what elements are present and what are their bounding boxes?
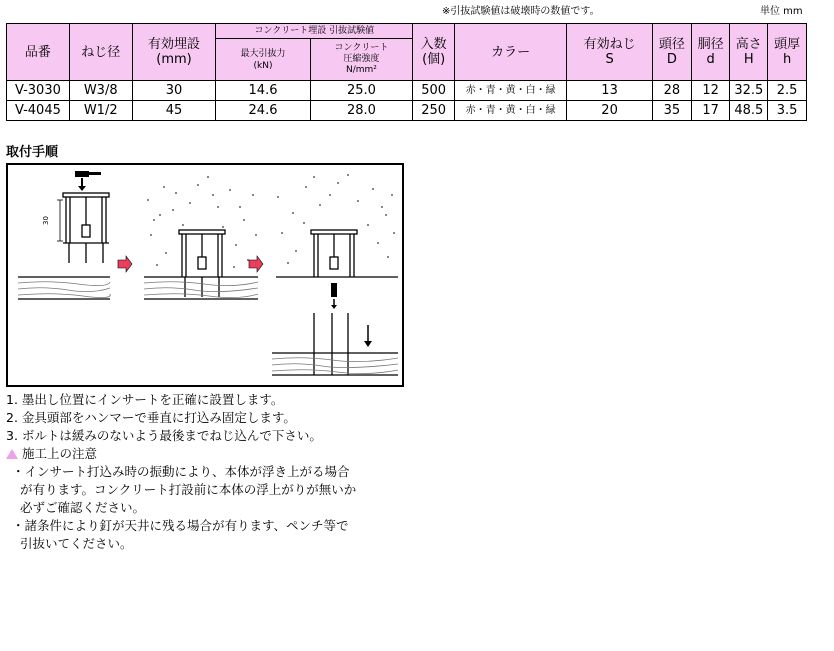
insert-icon (276, 230, 398, 277)
step2-illustration (144, 176, 263, 299)
step-arrow-icon (118, 256, 132, 272)
installation-diagram-svg (8, 165, 402, 385)
unit-label: 単位 mm (760, 6, 803, 17)
cell-embed-depth: 30 (132, 81, 216, 101)
spec-table (6, 23, 807, 121)
cell-concrete-strength: 25.0 (310, 81, 413, 101)
table-row (7, 81, 807, 101)
installation-procedure-title: 取付手順 (6, 145, 59, 160)
caution-line: 引抜いてください。 (20, 536, 133, 551)
cell-body-dia: 12 (691, 81, 730, 101)
header-part-no: 品番 (7, 24, 70, 81)
insert-icon (179, 230, 225, 297)
caution-line: が有ります。コンクリート打設前に本体の浮上がりが無いか (20, 482, 357, 497)
test-value-note: ※引抜試験値は破壊時の数値です。 (442, 6, 600, 17)
header-test-group: コンクリート埋設 引抜試験値 (216, 24, 413, 39)
insert-icon (57, 193, 109, 263)
wood-board (18, 277, 110, 299)
cell-part-no: V-3030 (7, 81, 70, 101)
cell-body-dia: 17 (691, 101, 730, 121)
cell-height: 48.5 (730, 101, 768, 121)
table-row (7, 101, 807, 121)
cell-head-thick: 2.5 (768, 81, 807, 101)
cell-head-dia: 35 (653, 101, 692, 121)
concrete-dots (277, 174, 395, 264)
dimension-label: 30 (42, 216, 50, 225)
header-color: カラー (455, 24, 567, 81)
header-qty: 入数 (個) (413, 24, 455, 81)
header-height: 高さ H (730, 24, 768, 81)
step-item: 2. 金具頭部をハンマーで垂直に打込み固定します。 (6, 410, 296, 425)
cell-head-dia: 28 (653, 81, 692, 101)
cell-qty: 250 (413, 101, 455, 121)
header-head-thick: 頭厚 h (768, 24, 807, 81)
step3-illustration (272, 174, 398, 375)
cell-embed-depth: 45 (132, 101, 216, 121)
step-arrow-icon (249, 256, 263, 272)
header-head-dia: 頭径 D (653, 24, 692, 81)
caution-section (6, 445, 356, 553)
header-embed-depth: 有効埋設 (mm) (132, 24, 216, 81)
down-arrow-icon (78, 178, 86, 191)
caution-heading (6, 445, 356, 463)
caution-line: ・インサート打込み時の振動により、本体が浮き上がる場合 (12, 464, 350, 479)
installation-steps (6, 391, 356, 553)
cell-eff-thread: 13 (567, 81, 653, 101)
cell-max-pullout: 14.6 (216, 81, 310, 101)
caution-line: ・諸条件により釘が天井に残る場合が有ります、ペンチ等で (12, 518, 349, 533)
cell-concrete-strength: 28.0 (310, 101, 413, 121)
header-eff-thread: 有効ねじ S (567, 24, 653, 81)
step-item: 3. ボルトは緩みのないよう最後までねじ込んで下さい。 (6, 428, 322, 443)
header-thread: ねじ径 (69, 24, 132, 81)
warning-triangle-icon (6, 449, 18, 459)
bolt-icon (331, 283, 337, 309)
step-item: 1. 墨出し位置にインサートを正確に設置します。 (6, 392, 284, 407)
header-concrete-strength: コンクリート 圧縮強度 N/mm² (310, 39, 413, 81)
installation-diagram (6, 163, 404, 387)
cell-part-no: V-4045 (7, 101, 70, 121)
step1-illustration (18, 171, 132, 299)
cell-height: 32.5 (730, 81, 768, 101)
caution-title: 施工上の注意 (22, 446, 98, 461)
wood-board (144, 277, 258, 299)
cell-color: 赤・青・黄・白・緑 (455, 101, 567, 121)
cell-head-thick: 3.5 (768, 101, 807, 121)
wood-board (272, 353, 398, 375)
header-body-dia: 胴径 d (691, 24, 730, 81)
table-header-row-1 (7, 24, 807, 39)
cell-color: 赤・青・黄・白・緑 (455, 81, 567, 101)
caution-line: 必ずご確認ください。 (20, 500, 146, 515)
cell-qty: 500 (413, 81, 455, 101)
header-max-pullout: 最大引抜力 (kN) (216, 39, 310, 81)
cell-thread: W3/8 (69, 81, 132, 101)
down-arrow-icon (364, 325, 372, 347)
hammer-icon (75, 171, 101, 177)
cell-thread: W1/2 (69, 101, 132, 121)
cell-max-pullout: 24.6 (216, 101, 310, 121)
cell-eff-thread: 20 (567, 101, 653, 121)
